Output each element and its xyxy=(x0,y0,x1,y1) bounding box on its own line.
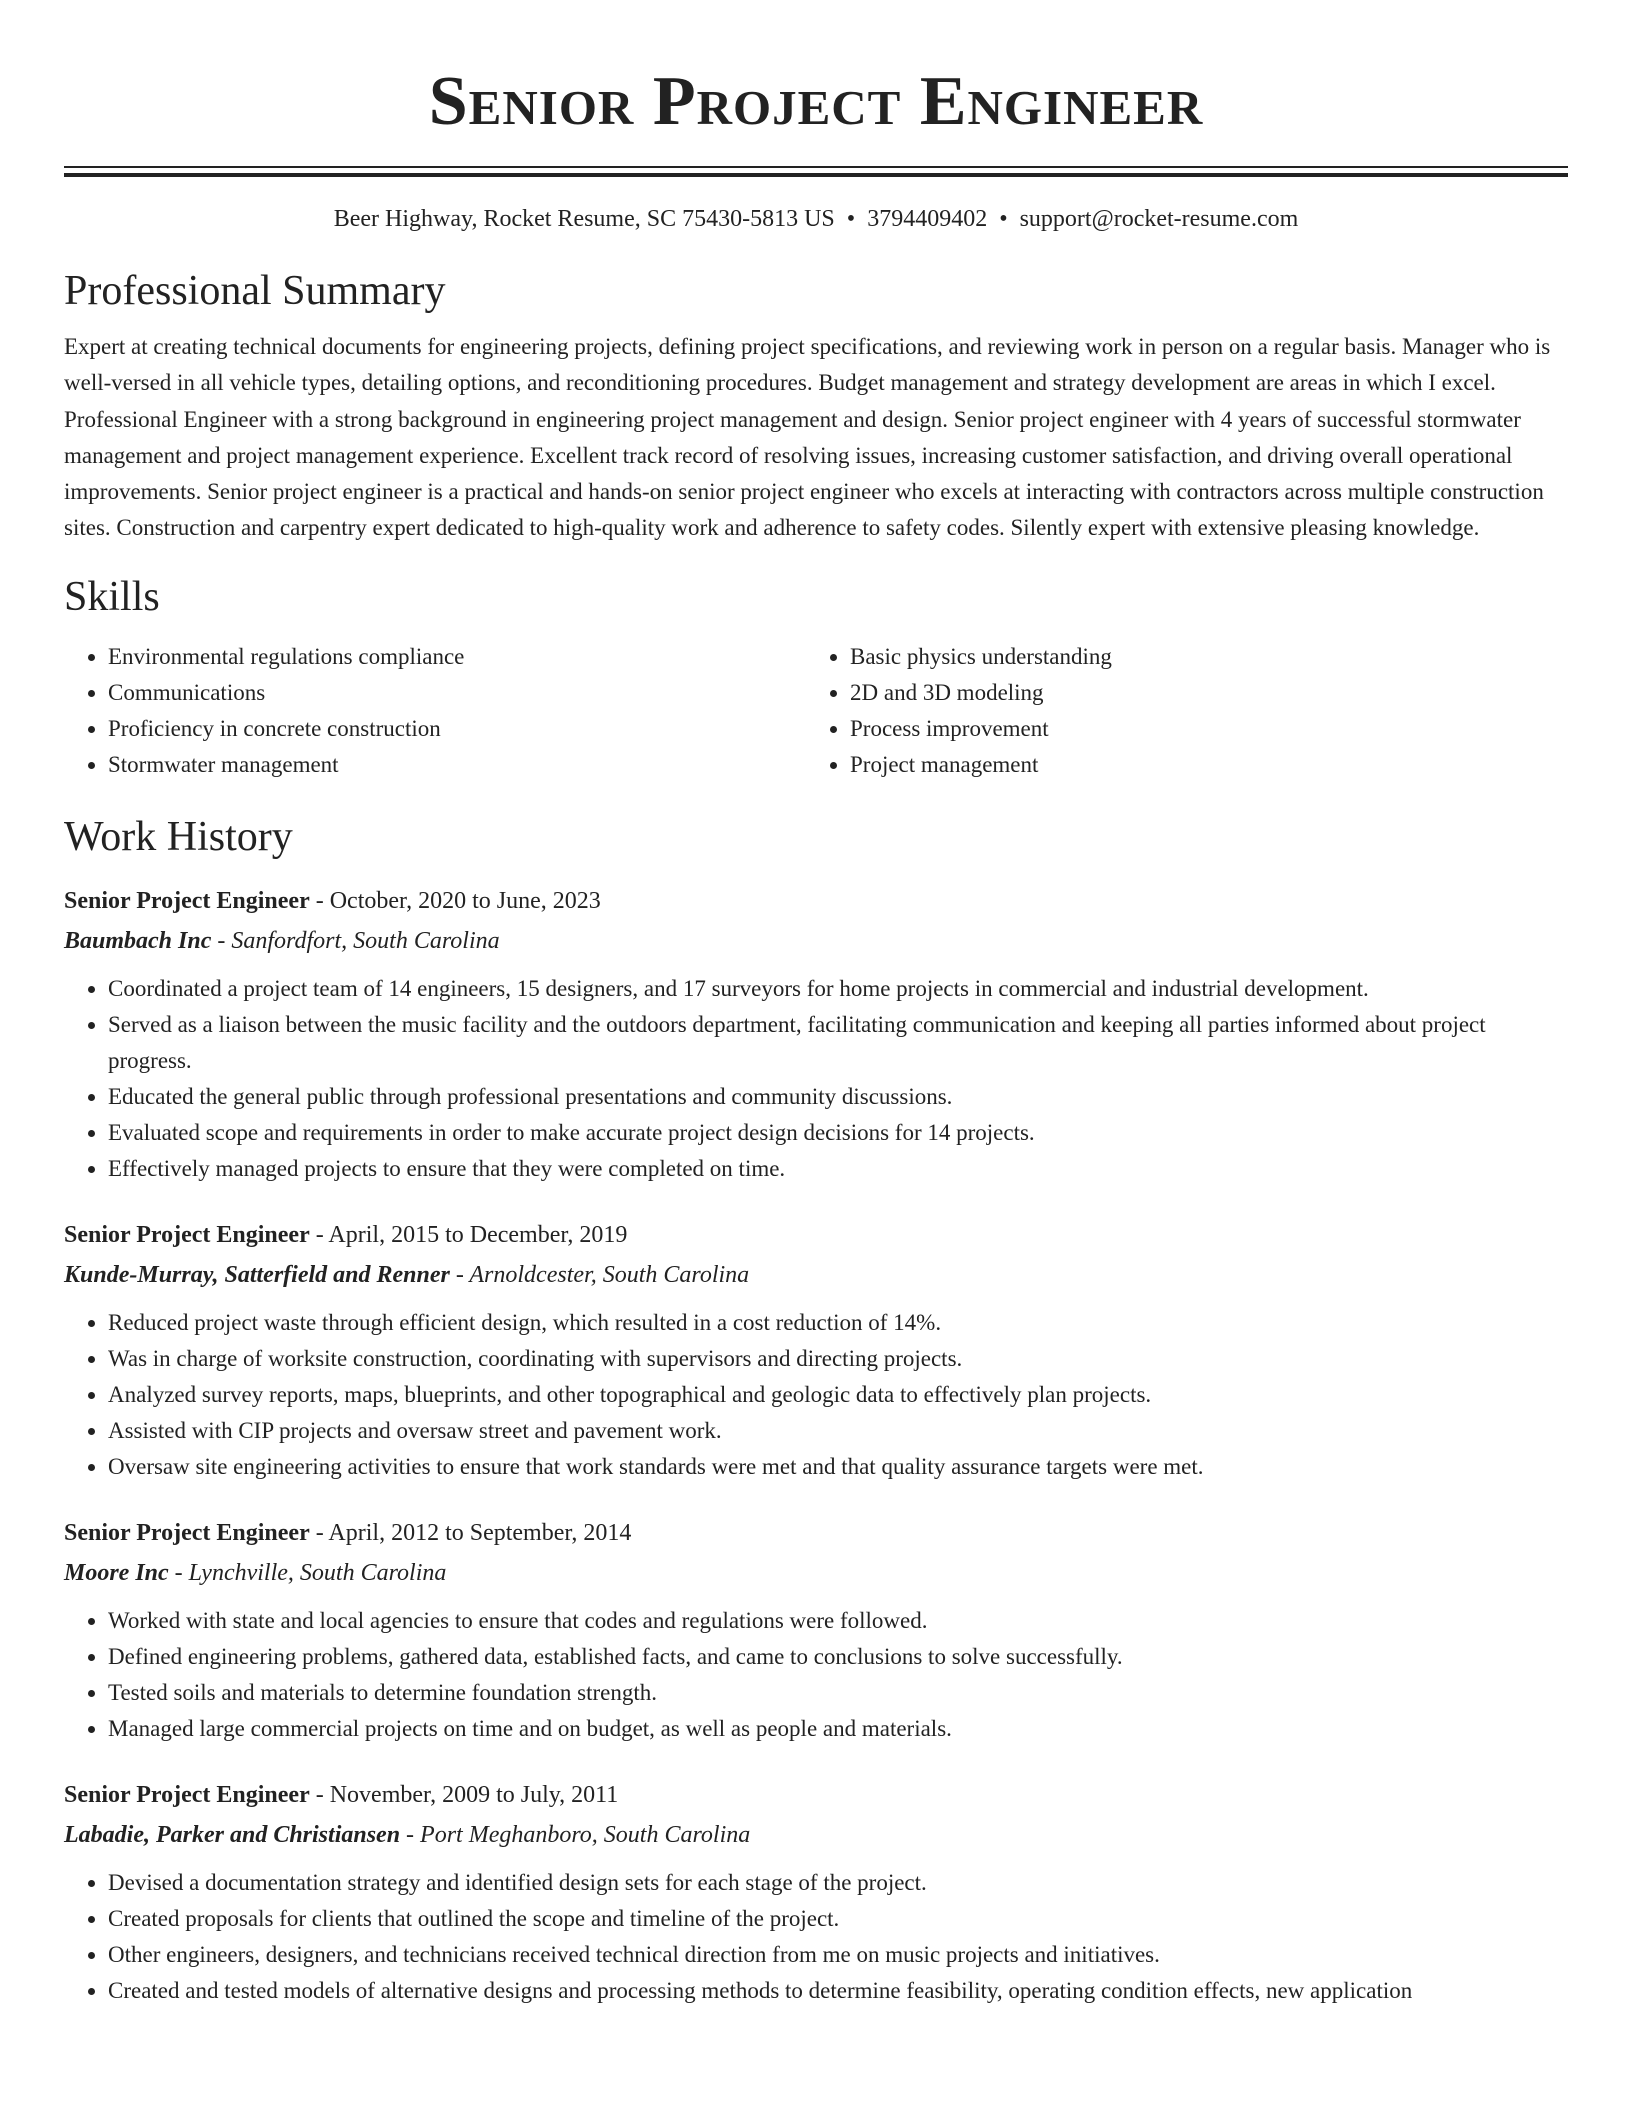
contact-separator: • xyxy=(846,206,856,232)
contact-phone: 3794409402 xyxy=(867,206,988,232)
job-company-line xyxy=(64,1255,1568,1295)
job-bullet: • Reduced project waste through efficient design, which resulted in a cost reduction of 14%. xyxy=(108,1305,1568,1341)
skills-list xyxy=(64,639,1568,783)
skill-item: • Communications xyxy=(108,675,806,711)
job-bullet: • Analyzed survey reports, maps, blueprints, and other topographical and geologic data to effectively plan projects. xyxy=(108,1377,1568,1413)
job-bullet: • Devised a documentation strategy and identified design sets for each stage of the project. xyxy=(108,1865,1568,1901)
contact-email: support@rocket-resume.com xyxy=(1019,206,1299,232)
skill-item: • Process improvement xyxy=(850,711,1548,747)
job-bullet: • Created proposals for clients that outlined the scope and timeline of the project. xyxy=(108,1901,1568,1937)
job-bullet: • Coordinated a project team of 14 engineers, 15 designers, and 17 surveyors for home projects in commercial and industrial development. xyxy=(108,971,1568,1007)
skill-item: • Stormwater management xyxy=(108,747,806,783)
job-entry xyxy=(64,1775,1568,2009)
job-header xyxy=(64,1215,1568,1255)
job-entry xyxy=(64,1215,1568,1485)
job-dates: - November, 2009 to July, 2011 xyxy=(309,1781,619,1808)
job-bullet: • Defined engineering problems, gathered data, established facts, and came to conclusions to solve successfully. xyxy=(108,1639,1568,1675)
job-header xyxy=(64,1513,1568,1553)
page-title: Senior Project Engineer xyxy=(428,63,1204,140)
job-role: Senior Project Engineer xyxy=(64,1221,310,1248)
job-bullet: • Created and tested models of alternative designs and processing methods to determine feasibility, operating condition effects, new application xyxy=(108,1973,1568,2009)
job-company: Baumbach Inc xyxy=(64,927,212,954)
job-company-line xyxy=(64,1815,1568,1855)
job-dates: - October, 2020 to June, 2023 xyxy=(309,887,601,914)
job-dates: - April, 2012 to September, 2014 xyxy=(309,1519,632,1546)
job-company-line xyxy=(64,921,1568,961)
contact-separator: • xyxy=(999,206,1008,232)
resume-page xyxy=(64,0,1568,2009)
skill-item: • Environmental regulations compliance xyxy=(108,639,806,675)
job-company: Moore Inc xyxy=(64,1559,169,1586)
work-history-heading: Work History xyxy=(64,813,293,860)
skill-item: • 2D and 3D modeling xyxy=(850,675,1548,711)
skill-item: • Basic physics understanding xyxy=(850,639,1548,675)
summary-text: Expert at creating technical documents for engineering projects, defining project specifications, and reviewing work in person on a regular basis. Manager who is well-versed in all vehicle types, detailing options, and reconditioning procedures. Budget management and strategy development are areas in which I excel. Professional Engineer with a strong background in engineering project management and design. Senior project engineer with 4 years of successful stormwater management and project management experience. Excellent track record of resolving issues, increasing customer satisfaction, and driving overall operational improvements. Senior project engineer is a practical and hands-on senior project engineer who excels at interacting with contractors across multiple construction sites. Construction and carpentry expert dedicated to high-quality work and adherence to safety codes. Silently expert with extensive pleasing knowledge. xyxy=(64,334,1551,541)
job-location: - Port Meghanboro, South Carolina xyxy=(400,1821,751,1848)
job-header xyxy=(64,1775,1568,1815)
job-entry xyxy=(64,881,1568,1187)
job-bullet: • Worked with state and local agencies to ensure that codes and regulations were followed. xyxy=(108,1603,1568,1639)
job-entry xyxy=(64,1513,1568,1747)
summary-heading: Professional Summary xyxy=(64,268,446,314)
contact-line xyxy=(64,203,1568,235)
job-location: - Lynchville, South Carolina xyxy=(168,1559,447,1586)
job-role: Senior Project Engineer xyxy=(64,887,310,914)
job-bullets xyxy=(64,1305,1568,1485)
job-bullets xyxy=(64,971,1568,1187)
skills-column-right xyxy=(806,639,1548,783)
job-company-line xyxy=(64,1553,1568,1593)
job-role: Senior Project Engineer xyxy=(64,1781,310,1808)
job-bullets xyxy=(64,1865,1568,2009)
job-bullet: • Was in charge of worksite construction, coordinating with supervisors and directing projects. xyxy=(108,1341,1568,1377)
job-bullet: • Educated the general public through professional presentations and community discussions. xyxy=(108,1079,1568,1115)
skills-column-left xyxy=(64,639,806,783)
job-company: Kunde-Murray, Satterfield and Renner xyxy=(64,1261,450,1288)
skill-item: • Project management xyxy=(850,747,1548,783)
job-header xyxy=(64,881,1568,921)
job-location: - Sanfordfort, South Carolina xyxy=(211,927,500,954)
job-bullets xyxy=(64,1603,1568,1747)
title-divider xyxy=(64,166,1568,177)
job-bullet: • Assisted with CIP projects and oversaw street and pavement work. xyxy=(108,1413,1568,1449)
skill-item: • Proficiency in concrete construction xyxy=(108,711,806,747)
skills-heading: Skills xyxy=(64,573,160,620)
job-bullet: • Tested soils and materials to determine foundation strength. xyxy=(108,1675,1568,1711)
job-bullet: • Other engineers, designers, and technicians received technical direction from me on music projects and initiatives. xyxy=(108,1937,1568,1973)
contact-address: Beer Highway, Rocket Resume, SC 75430-5813 US xyxy=(333,206,835,232)
job-company: Labadie, Parker and Christiansen xyxy=(64,1821,401,1848)
job-location: - Arnoldcester, South Carolina xyxy=(449,1261,750,1288)
job-dates: - April, 2015 to December, 2019 xyxy=(309,1221,628,1248)
job-bullet: • Managed large commercial projects on time and on budget, as well as people and materials. xyxy=(108,1711,1568,1747)
job-bullet: • Served as a liaison between the music facility and the outdoors department, facilitating communication and keeping all parties informed about project progress. xyxy=(108,1007,1568,1079)
job-bullet: • Evaluated scope and requirements in order to make accurate project design decisions for 14 projects. xyxy=(108,1115,1568,1151)
job-role: Senior Project Engineer xyxy=(64,1519,310,1546)
job-bullet: • Oversaw site engineering activities to ensure that work standards were met and that quality assurance targets were met. xyxy=(108,1449,1568,1485)
job-bullet: • Effectively managed projects to ensure that they were completed on time. xyxy=(108,1151,1568,1187)
